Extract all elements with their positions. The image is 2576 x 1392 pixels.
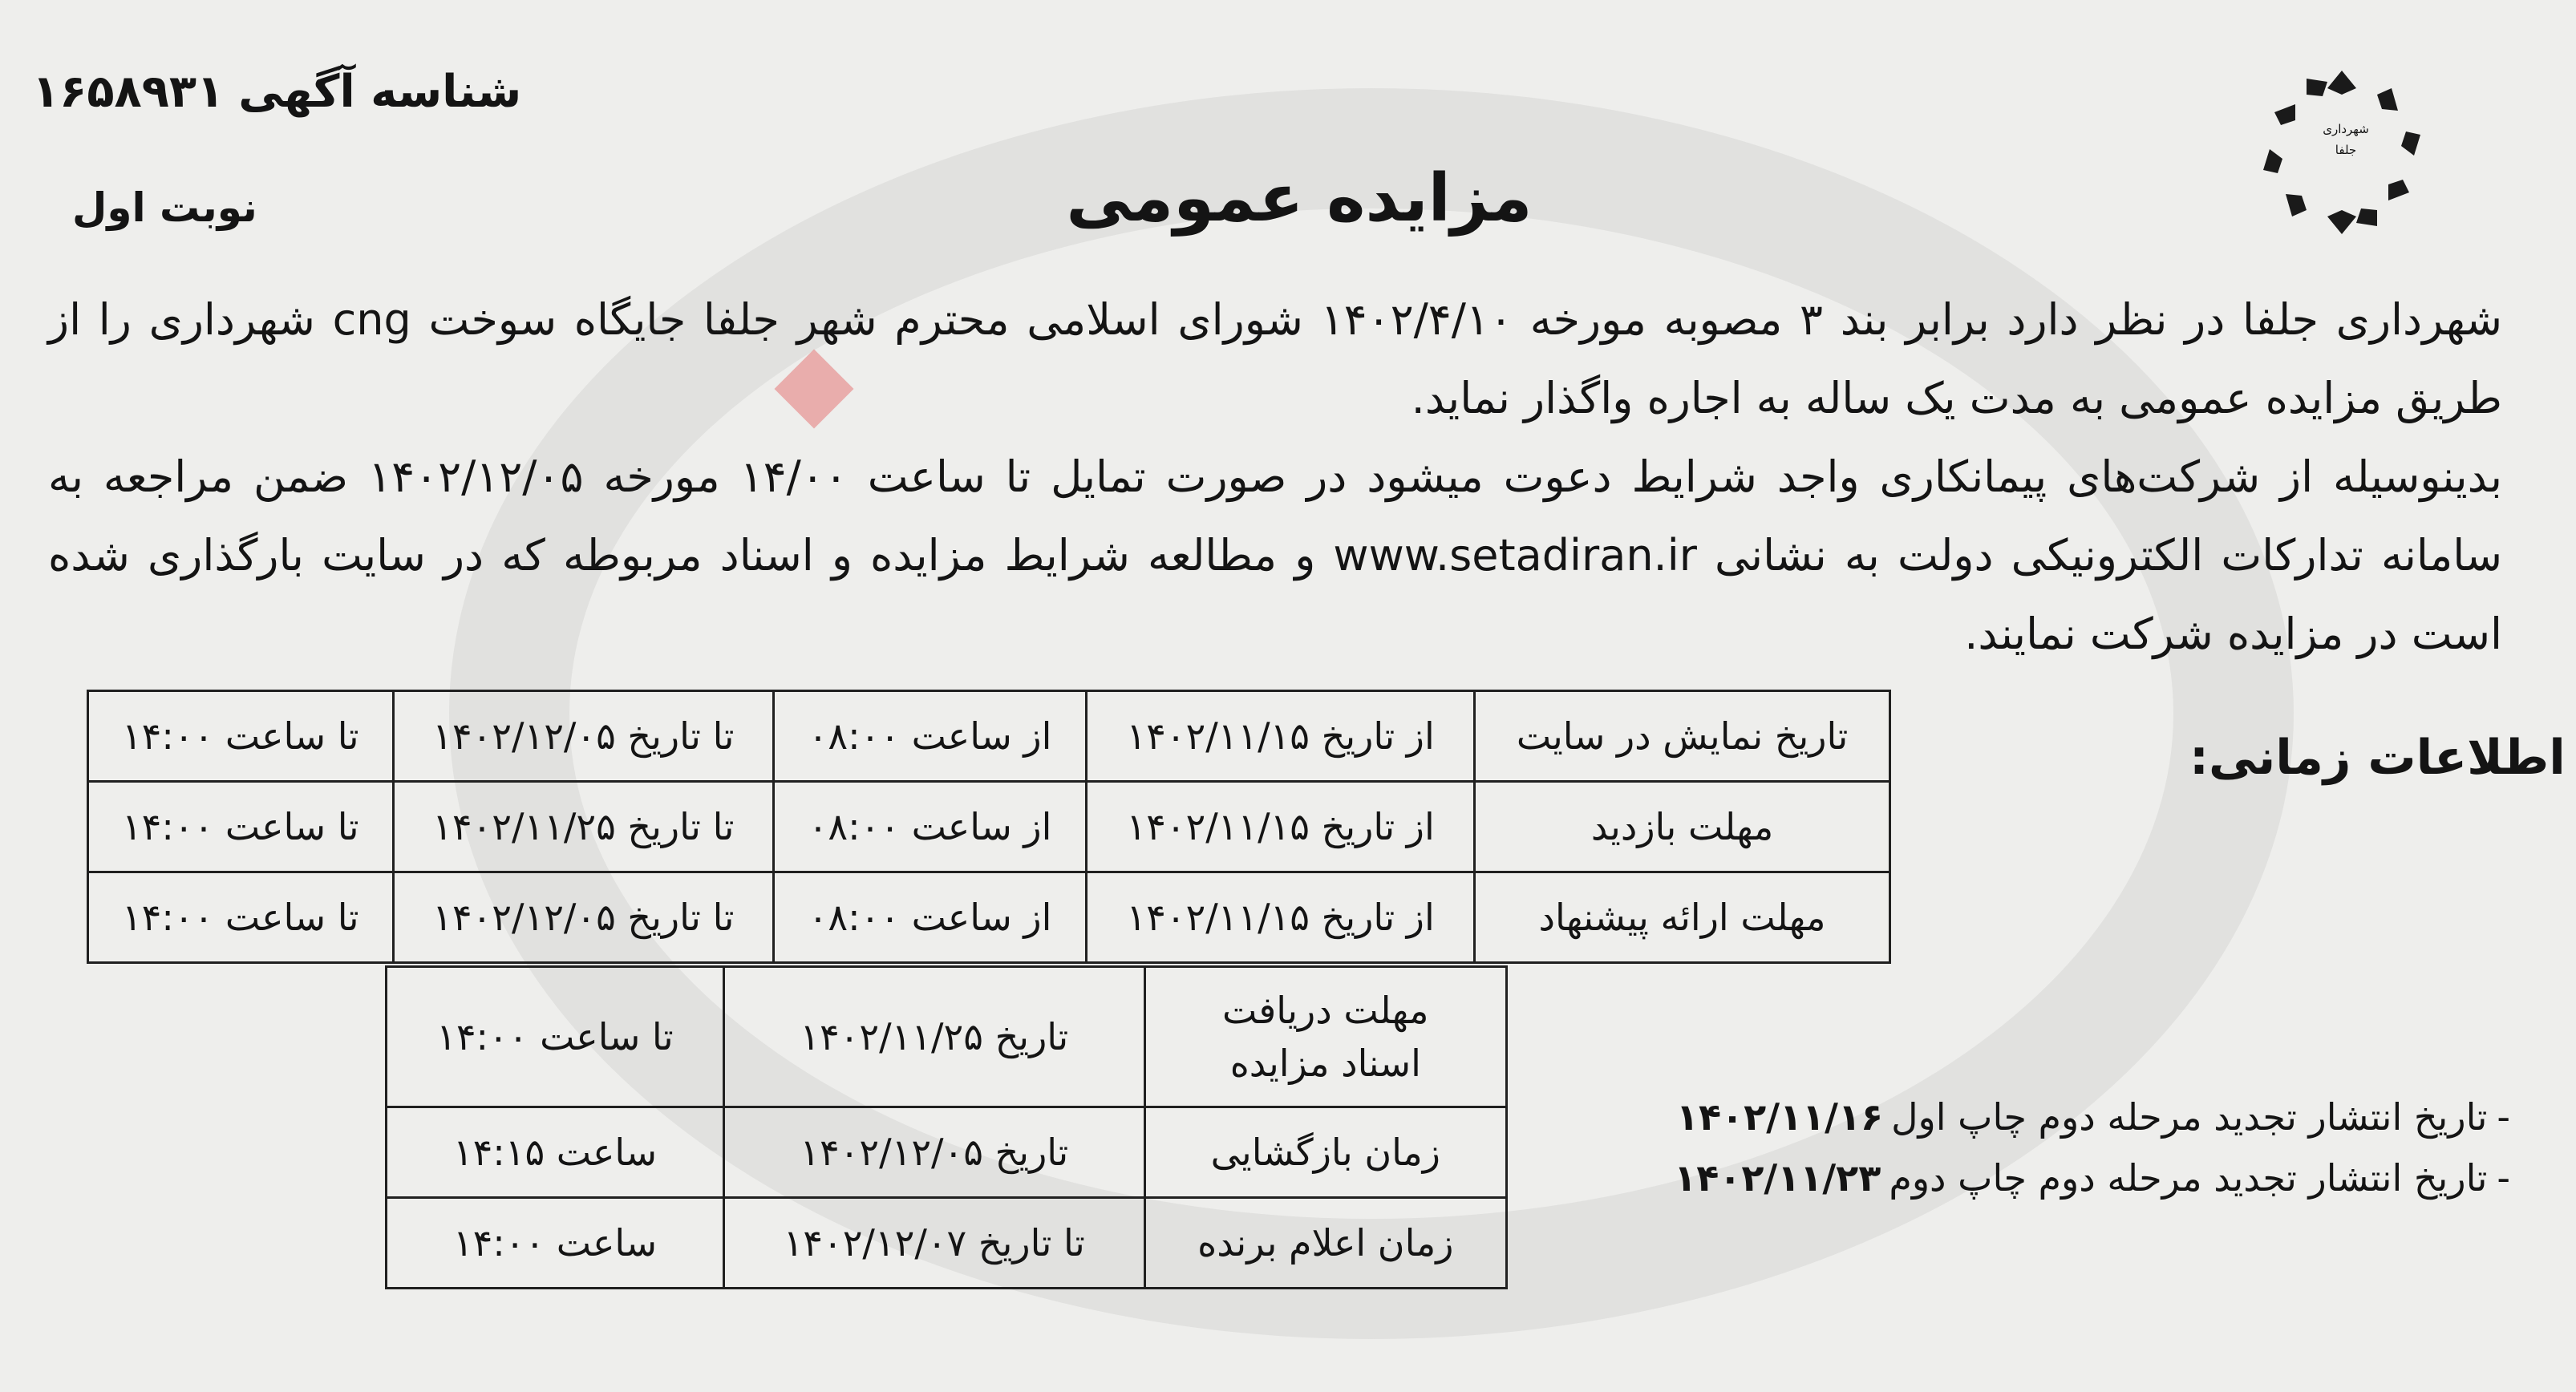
cell-from-date: از تاریخ ۱۴۰۲/۱۱/۱۵ [1087, 782, 1475, 872]
publication-dash: - [2497, 1156, 2510, 1200]
cell-label-line2: اسناد مزایده [1229, 1042, 1421, 1085]
paragraph-1: شهرداری جلفا در نظر دارد برابر بند ۳ مصوبه مورخه ۱۴۰۲/۴/۱۰ شورای اسلامی محترم شهر جلفا جایگاه سوخت cng شهرداری را از طریق مزایده عمومی به مدت یک ساله به اجاره واگذار نماید. [48, 294, 2503, 423]
ad-id [32, 66, 521, 118]
publication-date: ۱۴۰۲/۱۱/۱۶ [1675, 1095, 1884, 1139]
publication-dates [1564, 1086, 2510, 1208]
cell-from-time: از ساعت ۰۸:۰۰ [774, 691, 1087, 782]
cell-label [1144, 967, 1506, 1107]
cell-date: تا تاریخ ۱۴۰۲/۱۲/۰۷ [723, 1198, 1144, 1289]
cell-to-date: تا تاریخ ۱۴۰۲/۱۲/۰۵ [393, 691, 774, 782]
cell-from-time: از ساعت ۰۸:۰۰ [774, 782, 1087, 872]
cell-date: تاریخ ۱۴۰۲/۱۱/۲۵ [723, 967, 1144, 1107]
publication-text: تاریخ انتشار تجدید مرحله دوم چاپ دوم [1889, 1156, 2488, 1200]
logo-text [2310, 119, 2382, 160]
publication-line [1564, 1147, 2510, 1208]
schedule-table [87, 690, 1891, 964]
publication-date: ۱۴۰۲/۱۱/۲۳ [1674, 1156, 1881, 1200]
ad-id-label: شناسه آگهی [238, 66, 522, 118]
publication-line [1564, 1086, 2510, 1147]
table-row [387, 1198, 1507, 1289]
time-info-label: اطلاعات زمانی: [2189, 730, 2566, 786]
cell-date: تاریخ ۱۴۰۲/۱۲/۰۵ [723, 1107, 1144, 1198]
cell-to-date: تا تاریخ ۱۴۰۲/۱۲/۰۵ [393, 872, 774, 963]
cell-label: زمان بازگشایی [1144, 1107, 1506, 1198]
paragraph-2: بدینوسیله از شرکت‌های پیمانکاری واجد شرایط دعوت میشود در صورت تمایل تا ساعت ۱۴/۰۰ مورخه ۱۴۰۲/۱۲/۰۵ ضمن مراجعه به سامانه تدارکات الکترونیکی دولت به نشانی www.setadiran.ir و مطالعه شرایط مزایده و اسناد مربوطه که در سایت بارگذاری شده است در مزایده شرکت نمایند. [48, 451, 2503, 659]
cell-to-date: تا تاریخ ۱۴۰۲/۱۱/۲۵ [393, 782, 774, 872]
publication-dash: - [2497, 1095, 2510, 1139]
cell-label: مهلت ارائه پیشنهاد [1475, 872, 1890, 963]
table-row [88, 691, 1890, 782]
publication-text: تاریخ انتشار تجدید مرحله دوم چاپ اول [1891, 1095, 2488, 1139]
table-row [88, 872, 1890, 963]
cell-label: مهلت بازدید [1475, 782, 1890, 872]
cell-time: ساعت ۱۴:۰۰ [387, 1198, 724, 1289]
table-row [387, 967, 1507, 1107]
cell-from-time: از ساعت ۰۸:۰۰ [774, 872, 1087, 963]
cell-label-line1: مهلت دریافت [1222, 989, 1429, 1032]
cell-label: زمان اعلام برنده [1144, 1198, 1506, 1289]
ad-id-number: ۱۶۵۸۹۳۱ [32, 66, 225, 118]
announcement-body [48, 281, 2502, 674]
cell-from-date: از تاریخ ۱۴۰۲/۱۱/۱۵ [1087, 691, 1475, 782]
table-row [88, 782, 1890, 872]
page-title: مزایده عمومی [1066, 160, 1533, 237]
schedule-table-extra [385, 965, 1508, 1289]
cell-from-date: از تاریخ ۱۴۰۲/۱۱/۱۵ [1087, 872, 1475, 963]
round-label: نوبت اول [72, 184, 257, 231]
table-row [387, 1107, 1507, 1198]
cell-to-time: تا ساعت ۱۴:۰۰ [88, 691, 394, 782]
cell-time: ساعت ۱۴:۱۵ [387, 1107, 724, 1198]
logo-text-line1: شهرداری [2323, 122, 2369, 136]
cell-time: تا ساعت ۱۴:۰۰ [387, 967, 724, 1107]
cell-to-time: تا ساعت ۱۴:۰۰ [88, 782, 394, 872]
logo-text-line2: جلفا [2335, 143, 2357, 157]
cell-label: تاریخ نمایش در سایت [1475, 691, 1890, 782]
cell-to-time: تا ساعت ۱۴:۰۰ [88, 872, 394, 963]
